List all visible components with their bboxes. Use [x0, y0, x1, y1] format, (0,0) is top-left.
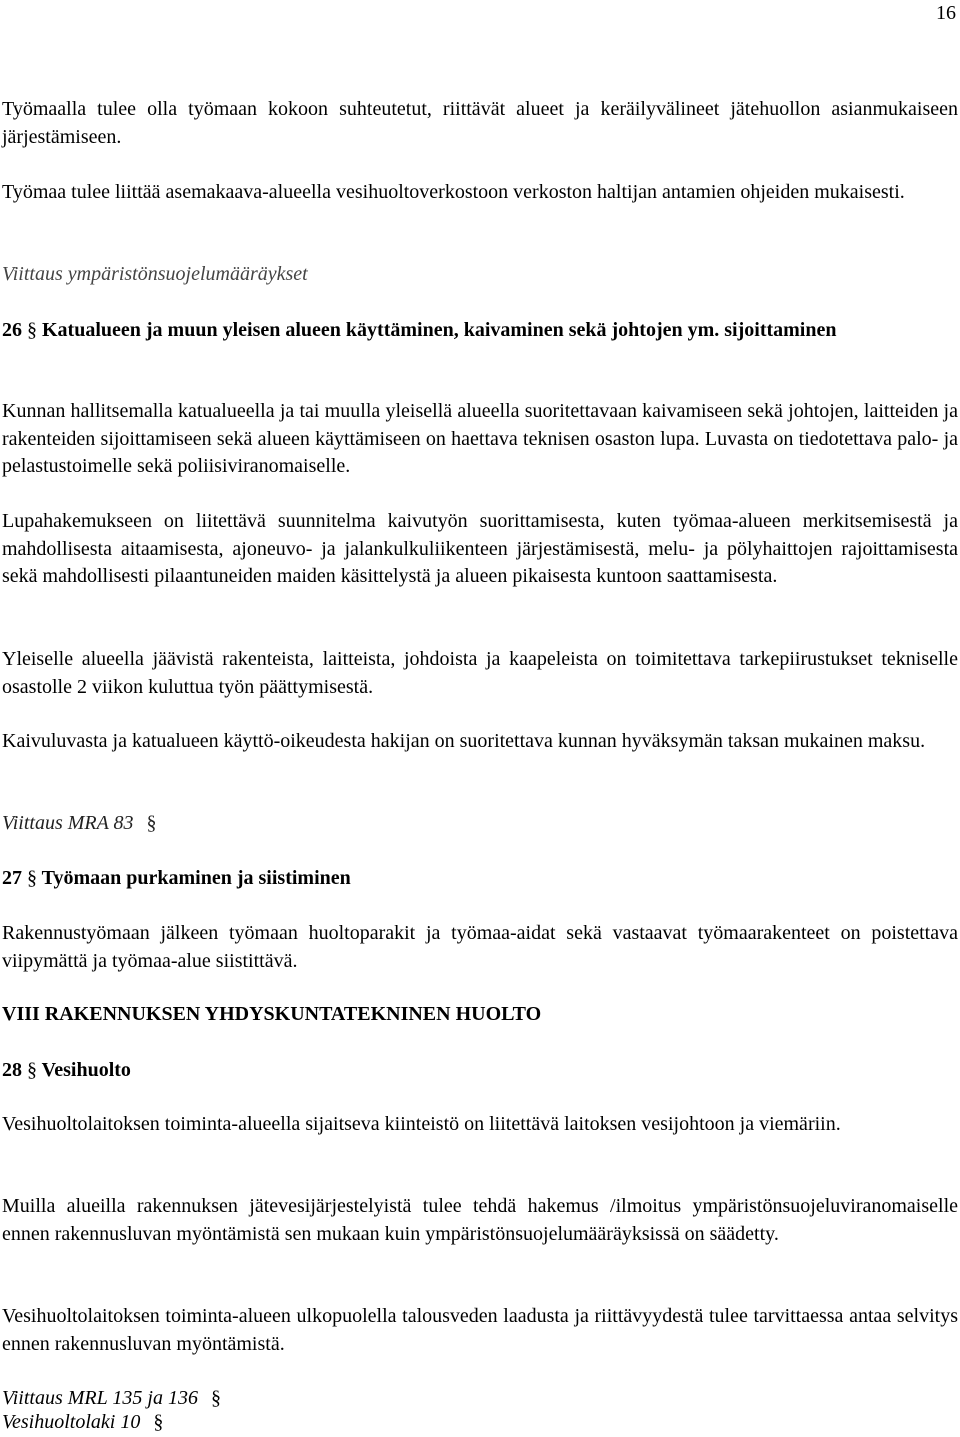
section-title: Vesihuolto	[41, 1059, 131, 1081]
paragraph-site-cleanup: Rakennustyömaan jälkeen työmaan huoltoparakit ja työmaa-aidat sekä vastaavat työmaarakenteet on poistettava viipymättä ja työmaa-alue siistittävä.	[2, 922, 958, 972]
section-heading-27	[2, 864, 958, 892]
section-title: Työmaan purkaminen ja siistiminen	[41, 867, 351, 889]
reference-water-services-act	[2, 1409, 958, 1437]
section-symbol: §	[210, 1387, 221, 1409]
section-symbol: §	[146, 812, 157, 834]
paragraph-fee: Kaivuluvasta ja katualueen käyttö-oikeudesta hakijan on suoritettava kunnan hyväksymän taksan mukainen maksu.	[2, 730, 926, 752]
section-symbol: §	[27, 1059, 37, 1081]
paragraph-household-water: Vesihuoltolaitoksen toiminta-alueen ulkopuolella talousveden laadusta ja riittävyydestä tulee tarvittaessa antaa selvitys ennen rakennusluvan myöntämistä.	[2, 1305, 958, 1355]
reference-environment-regulations: Viittaus ympäristönsuojelumääräykset	[2, 263, 308, 285]
paragraph-water-connection: Työmaa tulee liittää asemakaava-alueella vesihuoltoverkostoon verkoston haltijan antamien ohjeiden mukaisesti.	[2, 181, 905, 203]
reference-text: Vesihuoltolaki 10	[2, 1411, 141, 1433]
paragraph-wastewater-application: Muilla alueilla rakennuksen jätevesijärjestelyistä tulee tehdä hakemus /ilmoitus ympäristönsuojeluviranomaiselle ennen rakennusluvan myöntämistä sen mukaan kuin ympäristönsuojelumääräyksissä on säädetty.	[2, 1195, 958, 1245]
section-heading-28	[2, 1056, 958, 1084]
section-heading-26	[2, 316, 958, 344]
section-number: 26	[2, 319, 22, 341]
section-number: 27	[2, 867, 22, 889]
reference-text: Viittaus MRA 83	[2, 812, 134, 834]
paragraph-excavation-permit: Kunnan hallitsemalla katualueella ja tai muulla yleisellä alueella suoritettavaan kaivamiseen sekä johtojen, laitteiden ja rakenteiden sijoittamiseen sekä alueen käyttämiseen on haettava teknisen osaston lupa. Luvasta on tiedotettava palo- ja pelastustoimelle sekä poliisiviranomaiselle.	[2, 400, 958, 477]
paragraph-survey-drawings: Yleiselle alueella jäävistä rakenteista, laitteista, johdoista ja kaapeleista on toimitettava tarkepiirustukset tekniselle osastolle 2 viikon kuluttua työn päättymisestä.	[2, 648, 958, 698]
reference-text: Viittaus MRL 135 ja 136	[2, 1387, 198, 1409]
paragraph-waste-management: Työmaalla tulee olla työmaan kokoon suhteutetut, riittävät alueet ja keräilyvälineet jätehuollon asianmukaiseen järjestämiseen.	[2, 98, 958, 148]
section-title: Katualueen ja muun yleisen alueen käyttäminen, kaivaminen sekä johtojen ym. sijoittaminen	[42, 319, 837, 341]
section-symbol: §	[27, 867, 37, 889]
paragraph-water-service-connection: Vesihuoltolaitoksen toiminta-alueella sijaitseva kiinteistö on liitettävä laitoksen vesijohtoon ja viemäriin.	[2, 1113, 841, 1135]
paragraph-permit-application: Lupahakemukseen on liitettävä suunnitelma kaivutyön suorittamisesta, kuten työmaa-alueen merkitsemisestä ja mahdollisesta aitaamisesta, ajoneuvo- ja jalankulkuliikenteen järjestämisestä, melu- ja pölyhaittojen rajoittamisesta sekä mahdollisesti pilaantuneiden maiden käsittelystä ja alueen pikaisesta kuntoon saattamisesta.	[2, 510, 958, 587]
page-number: 16	[936, 2, 956, 24]
section-number: 28	[2, 1059, 22, 1081]
reference-mra-83	[2, 810, 958, 838]
section-symbol: §	[27, 319, 37, 341]
chapter-heading-viii: VIII RAKENNUKSEN YHDYSKUNTATEKNINEN HUOLTO	[2, 1003, 542, 1025]
section-symbol: §	[153, 1411, 164, 1433]
